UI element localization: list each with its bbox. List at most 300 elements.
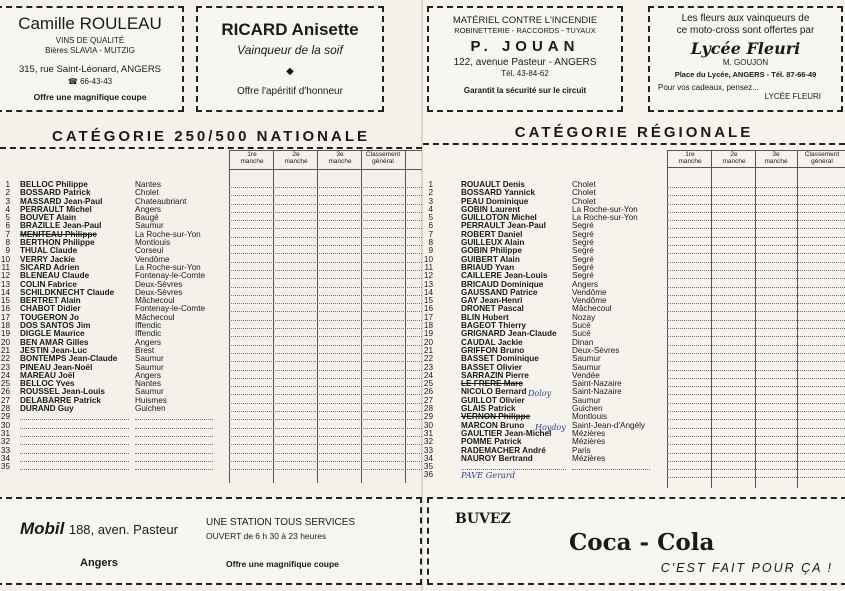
rider-name: COLIN Fabrice (20, 279, 77, 289)
rider-number: 24 (423, 370, 433, 380)
rider-number: 10 (423, 254, 433, 264)
rider-city: Guichen (572, 404, 603, 414)
rider-name: BOSSARD Patrick (20, 188, 91, 198)
lycee-sign: LYCÉE FLEURI (764, 92, 821, 102)
rider-city: Mézières (572, 453, 606, 463)
rider-row (423, 380, 667, 388)
score-line (229, 187, 422, 188)
score-line (229, 303, 422, 304)
rider-name: MASSARD Jean-Paul (20, 196, 103, 206)
col-classement: Classement général (804, 151, 840, 166)
mobil-city: Angers (80, 557, 118, 569)
blank-entry-line (135, 444, 213, 445)
score-line (667, 345, 845, 346)
rider-city: Saumur (572, 354, 601, 364)
col-manche-2: 2e manche (722, 151, 746, 166)
rider-name: LE FRERE Marc (461, 379, 523, 389)
rider-city: Segré (572, 238, 594, 248)
rider-row (0, 405, 229, 413)
rider-name: PERRAULT Michel (20, 204, 92, 214)
rouleau-phone: ☎ 66-43-43 (67, 76, 113, 86)
rider-name: GUILLOTON Michel (461, 213, 537, 223)
score-line (667, 253, 845, 254)
rider-number: 26 (0, 387, 10, 397)
rider-city: Saint-Jean-d'Angély (572, 420, 646, 430)
score-line (229, 403, 422, 404)
rouleau-line1: VINS DE QUALITÉ (55, 36, 125, 46)
blank-entry-line (135, 419, 213, 420)
rider-row (423, 272, 667, 280)
blank-entry-line (20, 419, 129, 420)
score-line (229, 411, 422, 412)
score-line (229, 361, 422, 362)
rider-number: 20 (0, 337, 10, 347)
rider-number: 6 (428, 221, 433, 231)
rider-row (0, 422, 229, 430)
rider-name: VERNON Philippe (461, 412, 531, 422)
rider-number: 8 (5, 238, 10, 248)
rider-city: Segré (572, 221, 594, 231)
rider-number: 32 (0, 437, 10, 447)
rider-number: 8 (428, 238, 433, 248)
rider-number: 15 (423, 296, 433, 306)
rider-row (0, 430, 229, 438)
score-line (667, 237, 845, 238)
rider-name: GUILLEUX Alain (461, 238, 525, 248)
rider-row (423, 355, 667, 363)
rouleau-offer: Offre une magnifique coupe (33, 91, 147, 102)
rider-city: Iffendic (135, 329, 162, 339)
rider-city: Guichen (135, 404, 166, 414)
mobil-brand: Mobil (20, 519, 65, 538)
rider-row (423, 330, 667, 338)
rider-number: 15 (0, 296, 10, 306)
score-line (229, 278, 422, 279)
score-line (667, 361, 845, 362)
score-line (229, 469, 422, 470)
rider-number: 4 (428, 204, 433, 214)
rider-city: La Roche-sur-Yon (572, 213, 638, 223)
score-line (229, 345, 422, 346)
score-line (229, 270, 422, 271)
rider-number: 11 (424, 262, 433, 272)
rider-name: CAILLERE Jean-Louis (461, 271, 548, 281)
rider-number: 16 (0, 304, 10, 314)
rider-number: 9 (5, 246, 10, 256)
rider-name: BOSSARD Yannick (461, 188, 536, 198)
rider-name: JESTIN Jean-Luc (20, 345, 87, 355)
jouan-ad (427, 6, 623, 112)
rider-name: BLIN Hubert (461, 312, 509, 322)
score-line (229, 311, 422, 312)
score-line (229, 253, 422, 254)
rider-number: 5 (5, 213, 10, 223)
rider-name: GRIGNARD Jean-Claude (461, 329, 557, 339)
rider-number: 14 (423, 287, 433, 297)
score-line (229, 204, 422, 205)
rider-name: SARRAZIN Pierre (461, 370, 529, 380)
score-line (229, 320, 422, 321)
blank-entry-line (135, 461, 213, 462)
rider-name: BASSET Olivier (461, 362, 522, 372)
jouan-guarantee: Garantit la sécurité sur le circuit (463, 85, 587, 95)
rider-row (0, 447, 229, 455)
score-line (229, 245, 422, 246)
rider-name: MARCON Bruno (461, 420, 525, 430)
score-line (667, 311, 845, 312)
rider-number: 21 (423, 345, 433, 355)
rider-city: Fontenay-le-Comte (135, 304, 206, 314)
rider-name: MENITEAU Philippe (20, 229, 97, 239)
col-manche-2: 2e manche (284, 151, 308, 166)
rider-city: Montlouis (135, 238, 171, 248)
national-rider-list (0, 181, 229, 471)
score-line (229, 428, 422, 429)
rider-name: BRAZILLE Jean-Paul (20, 221, 102, 231)
rouleau-line2: Bières SLAVIA - MUTZIG (45, 45, 135, 55)
rider-name: BLENEAU Claude (20, 271, 90, 281)
score-line (229, 378, 422, 379)
rider-row (423, 305, 667, 313)
score-line (667, 245, 845, 246)
score-line (667, 195, 845, 196)
ricard-ad (196, 6, 384, 112)
blank-entry-line (20, 428, 129, 429)
score-line (667, 278, 845, 279)
rider-row (423, 189, 667, 197)
rider-row (0, 463, 229, 471)
rider-number: 16 (423, 304, 433, 314)
rider-city: Segré (572, 271, 594, 281)
rider-number: 18 (0, 321, 10, 331)
rider-city: Montlouis (572, 412, 608, 422)
rider-row (423, 347, 667, 355)
rider-number: 32 (423, 437, 433, 447)
rider-row (423, 447, 667, 455)
rider-name: THUAL Claude (20, 246, 78, 256)
rider-number: 20 (423, 337, 433, 347)
rider-city: Saumur (572, 362, 601, 372)
rider-name: DRONET Pascal (461, 304, 524, 314)
rouleau-ad (0, 6, 184, 112)
rider-name: GUIBERT Alain (461, 254, 520, 264)
score-line (229, 262, 422, 263)
rider-name: PINEAU Jean-Noël (20, 362, 93, 372)
mobil-hours: OUVERT de 6 h 30 à 23 heures (206, 531, 327, 541)
score-line (667, 453, 845, 454)
rider-number: 29 (423, 412, 433, 422)
rider-city: Mézières (572, 437, 606, 447)
rider-city: La Roche-sur-Yon (135, 262, 201, 272)
rider-number: 24 (0, 370, 10, 380)
score-line (667, 212, 845, 213)
rider-row (0, 413, 229, 421)
score-line (667, 370, 845, 371)
rider-name: GAUSSAND Patrice (461, 287, 538, 297)
rider-number: 21 (0, 345, 10, 355)
score-line (667, 394, 845, 395)
rider-city: Fontenay-le-Comte (135, 271, 206, 281)
rider-name: BAGEOT Thierry (461, 321, 527, 331)
rider-name: BOUVET Alain (20, 213, 77, 223)
rider-number: 26 (423, 387, 433, 397)
rider-number: 30 (0, 420, 10, 430)
rider-city: Mézières (572, 428, 606, 438)
rider-number: 5 (428, 213, 433, 223)
rider-city: Nozay (572, 312, 596, 322)
rider-city: Angers (572, 279, 598, 289)
rider-name: BASSET Dominique (461, 354, 539, 364)
blank-entry-line (135, 469, 213, 470)
score-line (229, 195, 422, 196)
rider-city: Nantes (135, 180, 161, 189)
rider-city: Paris (572, 445, 591, 455)
rider-number: 10 (0, 254, 10, 264)
rider-number: 31 (423, 428, 433, 438)
rider-name: ROUAULT Denis (461, 180, 525, 189)
rouleau-name: Camille ROULEAU (18, 14, 162, 33)
col-manche-3: 3e manche (764, 151, 788, 166)
rider-city: Cholet (135, 188, 159, 198)
score-line (667, 469, 845, 470)
rider-number: 33 (423, 445, 433, 455)
rider-city: Sucé (572, 329, 591, 339)
score-line (667, 411, 845, 412)
score-line (229, 453, 422, 454)
rider-number: 36 (423, 470, 433, 480)
rider-city: La Roche-sur-Yon (135, 229, 201, 239)
lycee-ad (648, 6, 843, 112)
handwritten-note-25: Doloy (528, 389, 552, 398)
jouan-line2: ROBINETTERIE - RACCORDS - TUYAUX (454, 26, 596, 36)
rider-number: 27 (0, 395, 10, 405)
score-line (229, 444, 422, 445)
rider-row (423, 455, 667, 463)
rider-number: 23 (423, 362, 433, 372)
rider-city: Deux-Sèvres (135, 279, 183, 289)
rider-number: 17 (423, 312, 433, 322)
rider-city: Saumur (135, 387, 164, 397)
rider-name: RADEMACHER André (461, 445, 546, 455)
rider-city: Chateaubriant (135, 196, 187, 206)
score-line (667, 287, 845, 288)
rider-number: 2 (5, 188, 10, 198)
score-line (229, 220, 422, 221)
rider-number: 28 (0, 404, 10, 414)
score-line (229, 237, 422, 238)
rider-row (423, 471, 667, 479)
right-category-title: CATÉGORIE RÉGIONALE (514, 124, 754, 141)
rider-city: Saumur (135, 354, 164, 364)
col-manche-1: 1re manche (240, 151, 264, 166)
rouleau-address: 315, rue Saint-Léonard, ANGERS (18, 63, 162, 75)
col-manche-3: 3e manche (328, 151, 352, 166)
rider-city: Saint-Nazaire (572, 387, 622, 397)
blank-entry-line (20, 469, 129, 470)
rider-city: Mâchecoul (572, 304, 612, 314)
rider-number: 18 (423, 321, 433, 331)
rider-name: GRIFFON Bruno (461, 345, 525, 355)
score-line (667, 303, 845, 304)
rider-name: VERRY Jackie (20, 254, 76, 264)
rider-number: 29 (0, 412, 10, 422)
rider-name: GOBIN Laurent (461, 204, 521, 214)
score-line (229, 353, 422, 354)
rider-row (423, 247, 667, 255)
rider-name: ROBERT Daniel (461, 229, 523, 239)
rider-name: ROUSSEL Jean-Louis (20, 387, 105, 397)
mobil-ad (0, 497, 422, 585)
regional-rider-list (423, 181, 667, 480)
rider-row (423, 281, 667, 289)
rider-city: Vendée (572, 370, 600, 380)
rider-city: Vendôme (572, 287, 607, 297)
rider-city: Angers (135, 370, 161, 380)
rider-name: BEN AMAR Gilles (20, 337, 89, 347)
score-line (229, 228, 422, 229)
score-line (667, 220, 845, 221)
rider-number: 1 (5, 180, 10, 189)
blank-entry-line (135, 453, 213, 454)
blank-entry-line (20, 453, 129, 454)
score-line (667, 378, 845, 379)
score-line (667, 262, 845, 263)
rider-number: 23 (0, 362, 10, 372)
score-line (667, 228, 845, 229)
rider-number: 3 (5, 196, 10, 206)
rider-name: BERTHON Philippe (20, 238, 95, 248)
lycee-line2: ce moto-cross sont offertes par (676, 25, 815, 36)
rider-number: 1 (428, 180, 433, 189)
left-category-title: CATÉGORIE 250/500 NATIONALE (52, 128, 370, 145)
rider-row (0, 455, 229, 463)
mobil-offer: Offre une magnifique coupe (226, 559, 339, 569)
lycee-address: Place du Lycée, ANGERS - Tél. 87-66-49 (674, 69, 817, 79)
rider-name: PAVE Gerard (461, 470, 516, 481)
score-line (667, 477, 845, 478)
rider-row (423, 256, 667, 264)
rider-number: 35 (0, 462, 10, 472)
rider-city: Segré (572, 246, 594, 256)
left-category-rule (0, 147, 422, 149)
rider-name: GAULTIER Jean-Michel (461, 428, 552, 438)
rider-city: Cholet (572, 196, 596, 206)
rider-number: 28 (423, 404, 433, 414)
rider-number: 7 (428, 229, 433, 239)
score-line (229, 287, 422, 288)
rider-number: 14 (0, 287, 10, 297)
score-line (667, 328, 845, 329)
lycee-line1: Les fleurs aux vainqueurs de (681, 13, 810, 24)
rider-city: Angers (135, 337, 161, 347)
ricard-slogan: Vainqueur de la soif (237, 43, 343, 58)
handwritten-note-29: Hoydoy (535, 423, 566, 432)
rider-number: 34 (423, 453, 433, 463)
rider-name: DIGGLE Maurice (20, 329, 85, 339)
rider-city: Corseul (135, 246, 164, 256)
rider-number: 22 (423, 354, 433, 364)
rider-row (423, 364, 667, 372)
rider-city: Sucé (572, 321, 591, 331)
rider-name: DELABARRE Patrick (20, 395, 101, 405)
rider-city: Segré (572, 262, 594, 272)
rider-number: 25 (0, 379, 10, 389)
rider-city: Segré (572, 229, 594, 239)
score-line (667, 270, 845, 271)
jouan-address: 122, avenue Pasteur - ANGERS (453, 57, 597, 69)
rider-name: NICOLO Bernard (461, 387, 527, 397)
col-manche-1: 1re manche (678, 151, 702, 166)
blank-entry-line (20, 444, 129, 445)
rider-number: 22 (0, 354, 10, 364)
rider-city: Deux-Sèvres (135, 287, 183, 297)
score-line (667, 295, 845, 296)
rider-name: DURAND Guy (20, 404, 74, 414)
rider-number: 35 (423, 462, 433, 472)
rider-city: Cholet (572, 188, 596, 198)
jouan-name: P. JOUAN (470, 38, 580, 56)
score-line (667, 187, 845, 188)
score-line (229, 336, 422, 337)
rider-city: Mâchecoul (135, 296, 175, 306)
rider-number: 33 (0, 445, 10, 455)
blank-entry-line (135, 436, 213, 437)
blank-entry-line (572, 469, 650, 470)
score-line (229, 461, 422, 462)
rider-row (423, 405, 667, 413)
rider-row (423, 289, 667, 297)
rider-row (423, 222, 667, 230)
coca-slogan: C'EST FAIT POUR ÇA ! (660, 561, 833, 575)
rider-name: CAUDAL Jackie (461, 337, 523, 347)
rider-number: 27 (423, 395, 433, 405)
rider-number: 30 (423, 420, 433, 430)
rider-number: 25 (423, 379, 433, 389)
rider-city: Huismes (135, 395, 167, 405)
rider-number: 12 (423, 271, 433, 281)
rider-city: Angers (135, 204, 161, 214)
score-line (229, 436, 422, 437)
score-line (229, 295, 422, 296)
score-line (667, 419, 845, 420)
score-line (229, 370, 422, 371)
rider-number: 13 (423, 279, 433, 289)
right-category-rule (423, 143, 845, 145)
rider-row (423, 181, 667, 189)
rider-name: BONTEMPS Jean-Claude (20, 354, 118, 364)
left-score-grid (229, 150, 422, 483)
score-line (229, 394, 422, 395)
rider-city: Vendôme (572, 296, 607, 306)
rider-city: Mâchecoul (135, 312, 175, 322)
score-line (667, 204, 845, 205)
rider-city: Saumur (572, 395, 601, 405)
rider-city: Brest (135, 345, 155, 355)
coca-cola-ad (427, 497, 845, 585)
rider-number: 2 (428, 188, 433, 198)
rider-city: Segré (572, 254, 594, 264)
rider-city: Deux-Sèvres (572, 345, 620, 355)
rider-city: Dinan (572, 337, 594, 347)
rider-number: 34 (0, 453, 10, 463)
lycee-name: Lycée Fleuri (690, 39, 801, 58)
rider-number: 17 (0, 312, 10, 322)
blank-entry-line (20, 436, 129, 437)
rider-row (0, 438, 229, 446)
rider-row (423, 231, 667, 239)
lycee-line5: Pour vos cadeaux, pensez... (658, 82, 759, 92)
rider-row (423, 372, 667, 380)
